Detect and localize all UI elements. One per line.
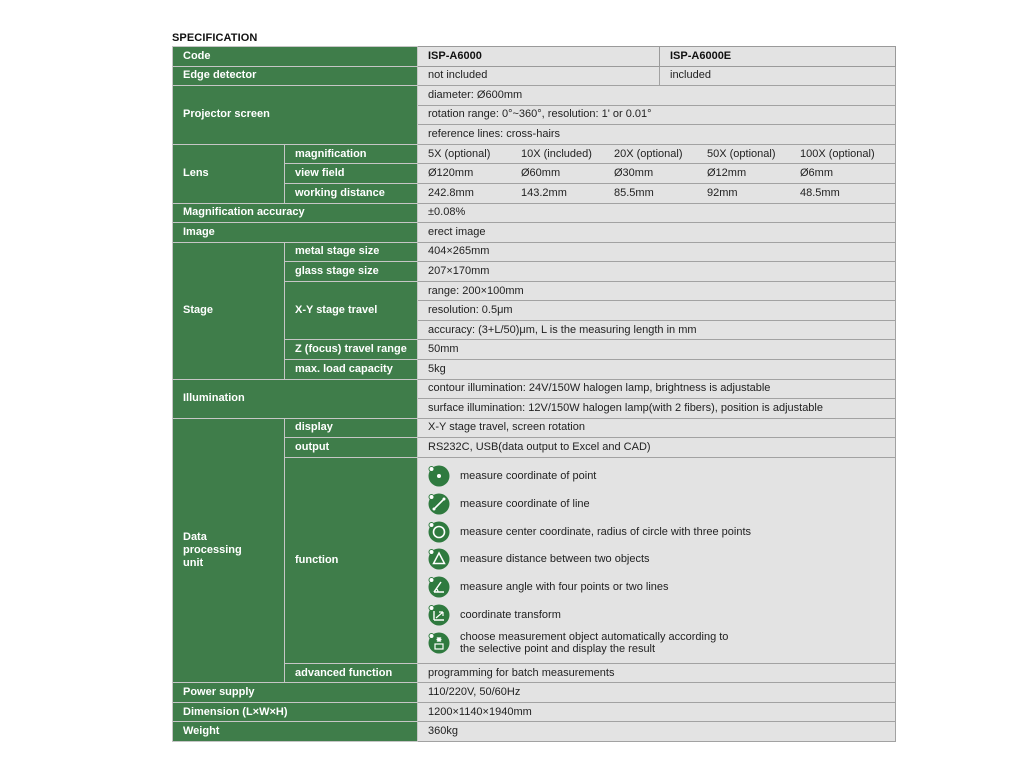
line-icon [428, 493, 450, 515]
point-icon [428, 465, 450, 487]
table-row [173, 203, 896, 223]
illum-surface: surface illumination: 12V/150W halogen lamp(with 2 fibers), position is adjustable [418, 399, 896, 419]
function-text: measure coordinate of point [460, 470, 597, 483]
table-row [173, 47, 896, 67]
function-text-line: choose measurement object automatically according to [460, 631, 729, 644]
lens-viewfield-values [418, 164, 896, 184]
dpu-label-line: unit [183, 556, 204, 569]
dimension-value: 1200×1140×1940mm [418, 702, 896, 722]
row-label-weight: Weight [173, 722, 418, 742]
page-title: SPECIFICATION [172, 32, 258, 44]
lens-value: 50X (optional) [707, 147, 776, 160]
function-text: measure angle with four points or two lines [460, 580, 669, 593]
lens-viewfield-label: view field [285, 164, 418, 184]
list-item [428, 604, 895, 626]
table-row [173, 223, 896, 243]
list-item [428, 548, 895, 570]
dpu-function-label: function [285, 457, 418, 663]
stage-z-label: Z (focus) travel range [285, 340, 418, 360]
stage-load-label: max. load capacity [285, 360, 418, 380]
weight-value: 360kg [418, 722, 896, 742]
edge-a: not included [418, 66, 660, 86]
stage-metal-value: 404×265mm [418, 242, 896, 262]
illum-contour: contour illumination: 24V/150W halogen lamp, brightness is adjustable [418, 379, 896, 399]
stage-xy-label: X-Y stage travel [285, 281, 418, 340]
table-row [173, 86, 896, 106]
row-label-power: Power supply [173, 683, 418, 703]
lens-value: 20X (optional) [614, 147, 683, 160]
row-label-code: Code [173, 47, 418, 67]
dpu-function-list [418, 457, 896, 663]
lens-value: 5X (optional) [428, 147, 491, 160]
lens-magnification-label: magnification [285, 144, 418, 164]
lens-value: 85.5mm [614, 186, 654, 199]
dpu-display-label: display [285, 418, 418, 438]
row-label-projector: Projector screen [173, 86, 418, 145]
table-row [173, 722, 896, 742]
list-item [428, 576, 895, 598]
list-item [428, 631, 895, 655]
angle-icon [428, 576, 450, 598]
spec-table [172, 46, 896, 742]
list-item [428, 493, 895, 515]
stage-metal-label: metal stage size [285, 242, 418, 262]
table-row [173, 66, 896, 86]
table-row [173, 702, 896, 722]
function-text: coordinate transform [460, 608, 561, 621]
lens-value: 100X (optional) [800, 147, 875, 160]
circle-icon [428, 521, 450, 543]
dpu-output-label: output [285, 438, 418, 458]
table-row [173, 418, 896, 438]
dpu-output-value: RS232C, USB(data output to Excel and CAD) [418, 438, 896, 458]
model-a: ISP-A6000 [418, 47, 660, 67]
function-text [460, 631, 728, 655]
model-b: ISP-A6000E [660, 47, 896, 67]
power-value: 110/220V, 50/60Hz [418, 683, 896, 703]
function-text: measure distance between two objects [460, 553, 650, 566]
stage-glass-label: glass stage size [285, 262, 418, 282]
dpu-display-value: X-Y stage travel, screen rotation [418, 418, 896, 438]
magacc-value: ±0.08% [418, 203, 896, 223]
row-label-dimension: Dimension (L×W×H) [173, 702, 418, 722]
table-row [173, 242, 896, 262]
lens-value: Ø120mm [428, 167, 474, 180]
function-text: measure center coordinate, radius of circle with three points [460, 525, 752, 538]
lens-value: Ø60mm [521, 167, 561, 180]
dpu-advanced-value: programming for batch measurements [418, 663, 896, 683]
table-row [173, 144, 896, 164]
projector-rotation: rotation range: 0°~360°, resolution: 1' or 0.01° [418, 105, 896, 125]
stage-xy-range: range: 200×100mm [418, 281, 896, 301]
row-label-dpu [173, 418, 285, 683]
lens-value: 143.2mm [521, 186, 567, 199]
lens-value: 242.8mm [428, 186, 474, 199]
row-label-illumination: Illumination [173, 379, 418, 418]
list-item [428, 465, 895, 487]
row-label-stage: Stage [173, 242, 285, 379]
lens-value: Ø6mm [800, 167, 833, 180]
lens-workdist-label: working distance [285, 183, 418, 203]
dpu-label-line: processing [183, 543, 242, 556]
table-row [173, 379, 896, 399]
function-text: measure coordinate of line [460, 497, 590, 510]
distance-icon [428, 548, 450, 570]
function-text-line: the selective point and display the result [460, 643, 656, 656]
lens-magnification-values [418, 144, 896, 164]
lens-value: 48.5mm [800, 186, 840, 199]
stage-glass-value: 207×170mm [418, 262, 896, 282]
dpu-advanced-label: advanced function [285, 663, 418, 683]
lens-value: 92mm [707, 186, 738, 199]
stage-load-value: 5kg [418, 360, 896, 380]
row-label-image: Image [173, 223, 418, 243]
row-label-edge: Edge detector [173, 66, 418, 86]
lens-value: Ø30mm [614, 167, 654, 180]
lens-value: Ø12mm [707, 167, 747, 180]
table-row [173, 683, 896, 703]
transform-icon [428, 604, 450, 626]
stage-z-value: 50mm [418, 340, 896, 360]
row-label-magacc: Magnification accuracy [173, 203, 418, 223]
stage-xy-accuracy: accuracy: (3+L/50)μm, L is the measuring length in mm [418, 320, 896, 340]
edge-b: included [660, 66, 896, 86]
stage-xy-resolution: resolution: 0.5μm [418, 301, 896, 321]
auto-select-icon [428, 632, 450, 654]
projector-diameter: diameter: Ø600mm [418, 86, 896, 106]
dpu-label-line: Data [183, 530, 207, 543]
row-label-lens: Lens [173, 144, 285, 203]
projector-reference: reference lines: cross-hairs [418, 125, 896, 145]
lens-workdist-values [418, 183, 896, 203]
list-item [428, 521, 895, 543]
lens-value: 10X (included) [521, 147, 592, 160]
image-value: erect image [418, 223, 896, 243]
